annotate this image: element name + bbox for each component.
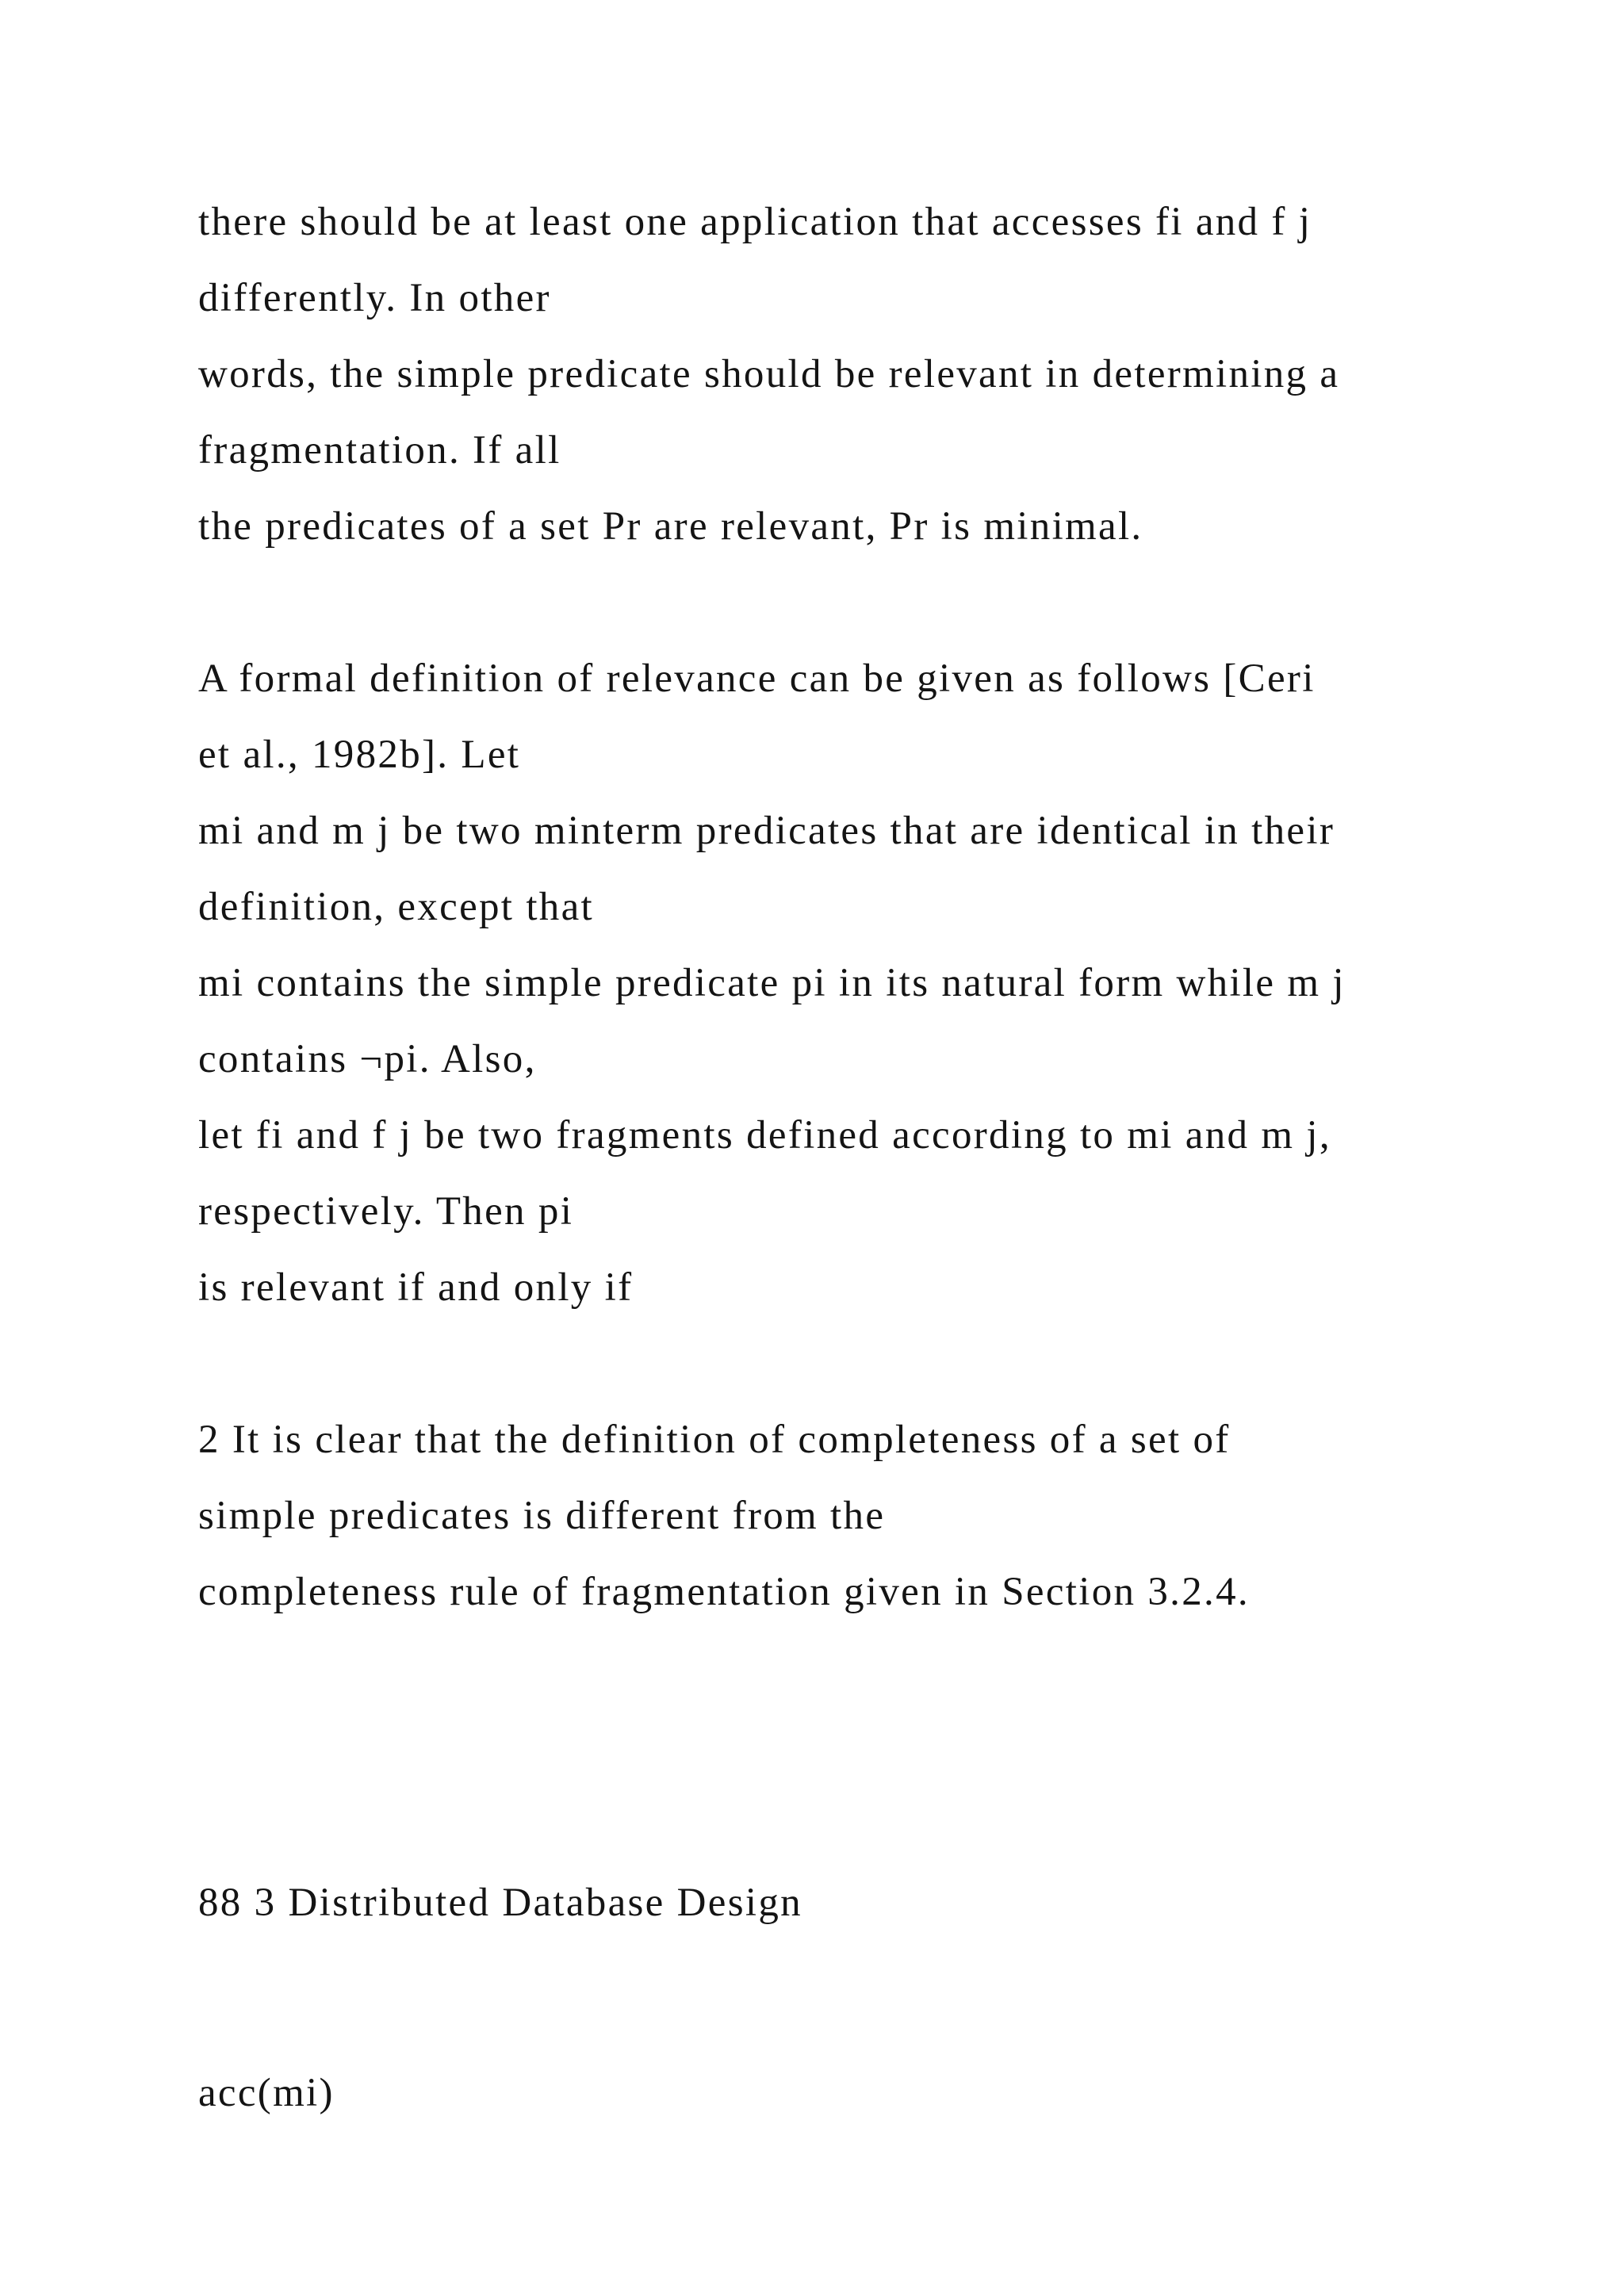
text-line: completeness rule of fragmentation given in Section 3.2.4. [198, 1570, 1250, 1614]
text-line: mi contains the simple predicate pi in its natural form while m j [198, 961, 1346, 1005]
text-line: 2 It is clear that the definition of completeness of a set of [198, 1418, 1231, 1462]
text-line: words, the simple predicate should be relevant in determining a [198, 352, 1340, 396]
text-line: et al., 1982b]. Let [198, 733, 521, 777]
text-line: definition, except that [198, 885, 595, 929]
text-line: is relevant if and only if [198, 1265, 634, 1310]
text-line: mi and m j be two minterm predicates that are identical in their [198, 809, 1335, 853]
text-line: contains ¬pi. Also, [198, 1037, 537, 1081]
text-line: simple predicates is different from the [198, 1494, 886, 1538]
text-line: respectively. Then pi [198, 1189, 574, 1234]
text-line: A formal definition of relevance can be given as follows [Ceri [198, 656, 1316, 701]
text-line: there should be at least one application that accesses fi and f j [198, 200, 1312, 244]
formula-fragment: acc(mi) [198, 2071, 335, 2115]
text-line: the predicates of a set Pr are relevant, Pr is minimal. [198, 504, 1143, 549]
text-line: let fi and f j be two fragments defined according to mi and m j, [198, 1113, 1331, 1158]
text-line: differently. In other [198, 276, 551, 320]
page-header: 88 3 Distributed Database Design [198, 1881, 802, 1925]
text-line: fragmentation. If all [198, 428, 561, 473]
